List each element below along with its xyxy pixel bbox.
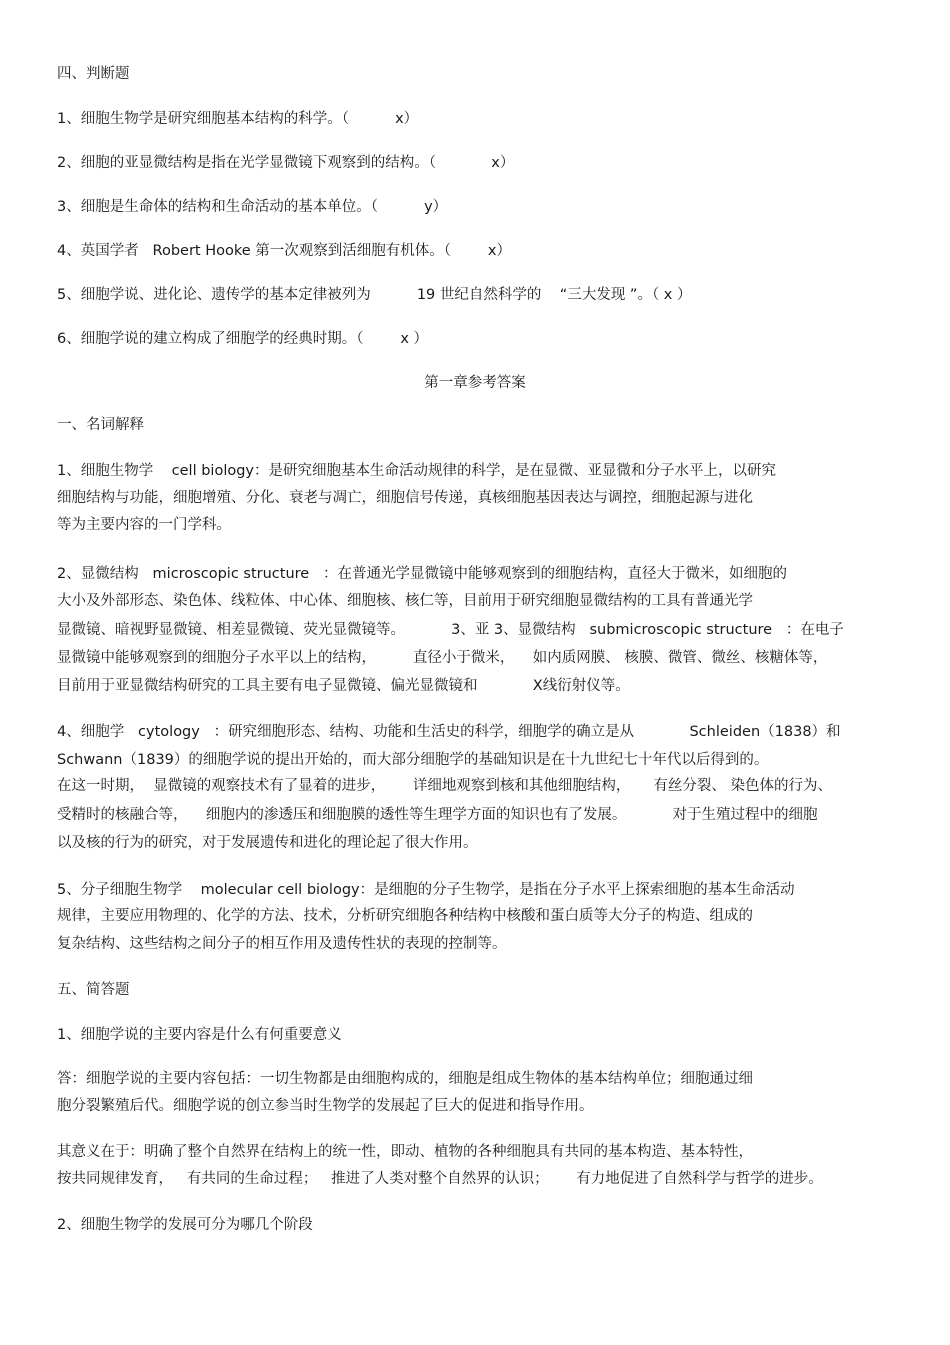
judgment-item: 1、细胞生物学是研究细胞基本结构的科学。（ x）: [57, 111, 419, 127]
question-2: 2、细胞生物学的发展可分为哪几个阶段: [57, 1217, 313, 1233]
question-1: 1、细胞学说的主要内容是什么有何重要意义: [57, 1027, 342, 1043]
judgment-item: 4、英国学者 Robert Hooke 第一次观察到活细胞有机体。（ x）: [57, 243, 511, 259]
short-answer-heading: 五、简答题: [57, 982, 130, 998]
terms-heading: 一、名词解释: [57, 417, 144, 433]
chapter-title: 第一章参考答案: [424, 375, 526, 391]
judgment-item: 5、细胞学说、进化论、遗传学的基本定律被列为 19 世纪自然科学的 “三大发现 ”。（ x ）: [57, 287, 692, 303]
judgment-heading: 四、判断题: [57, 66, 130, 82]
judgment-item: 3、细胞是生命体的结构和生命活动的基本单位。（ y）: [57, 199, 448, 215]
judgment-item: 6、细胞学说的建立构成了细胞学的经典时期。（ x ）: [57, 331, 429, 347]
judgment-item: 2、细胞的亚显微结构是指在光学显微镜下观察到的结构。（ x）: [57, 155, 515, 171]
